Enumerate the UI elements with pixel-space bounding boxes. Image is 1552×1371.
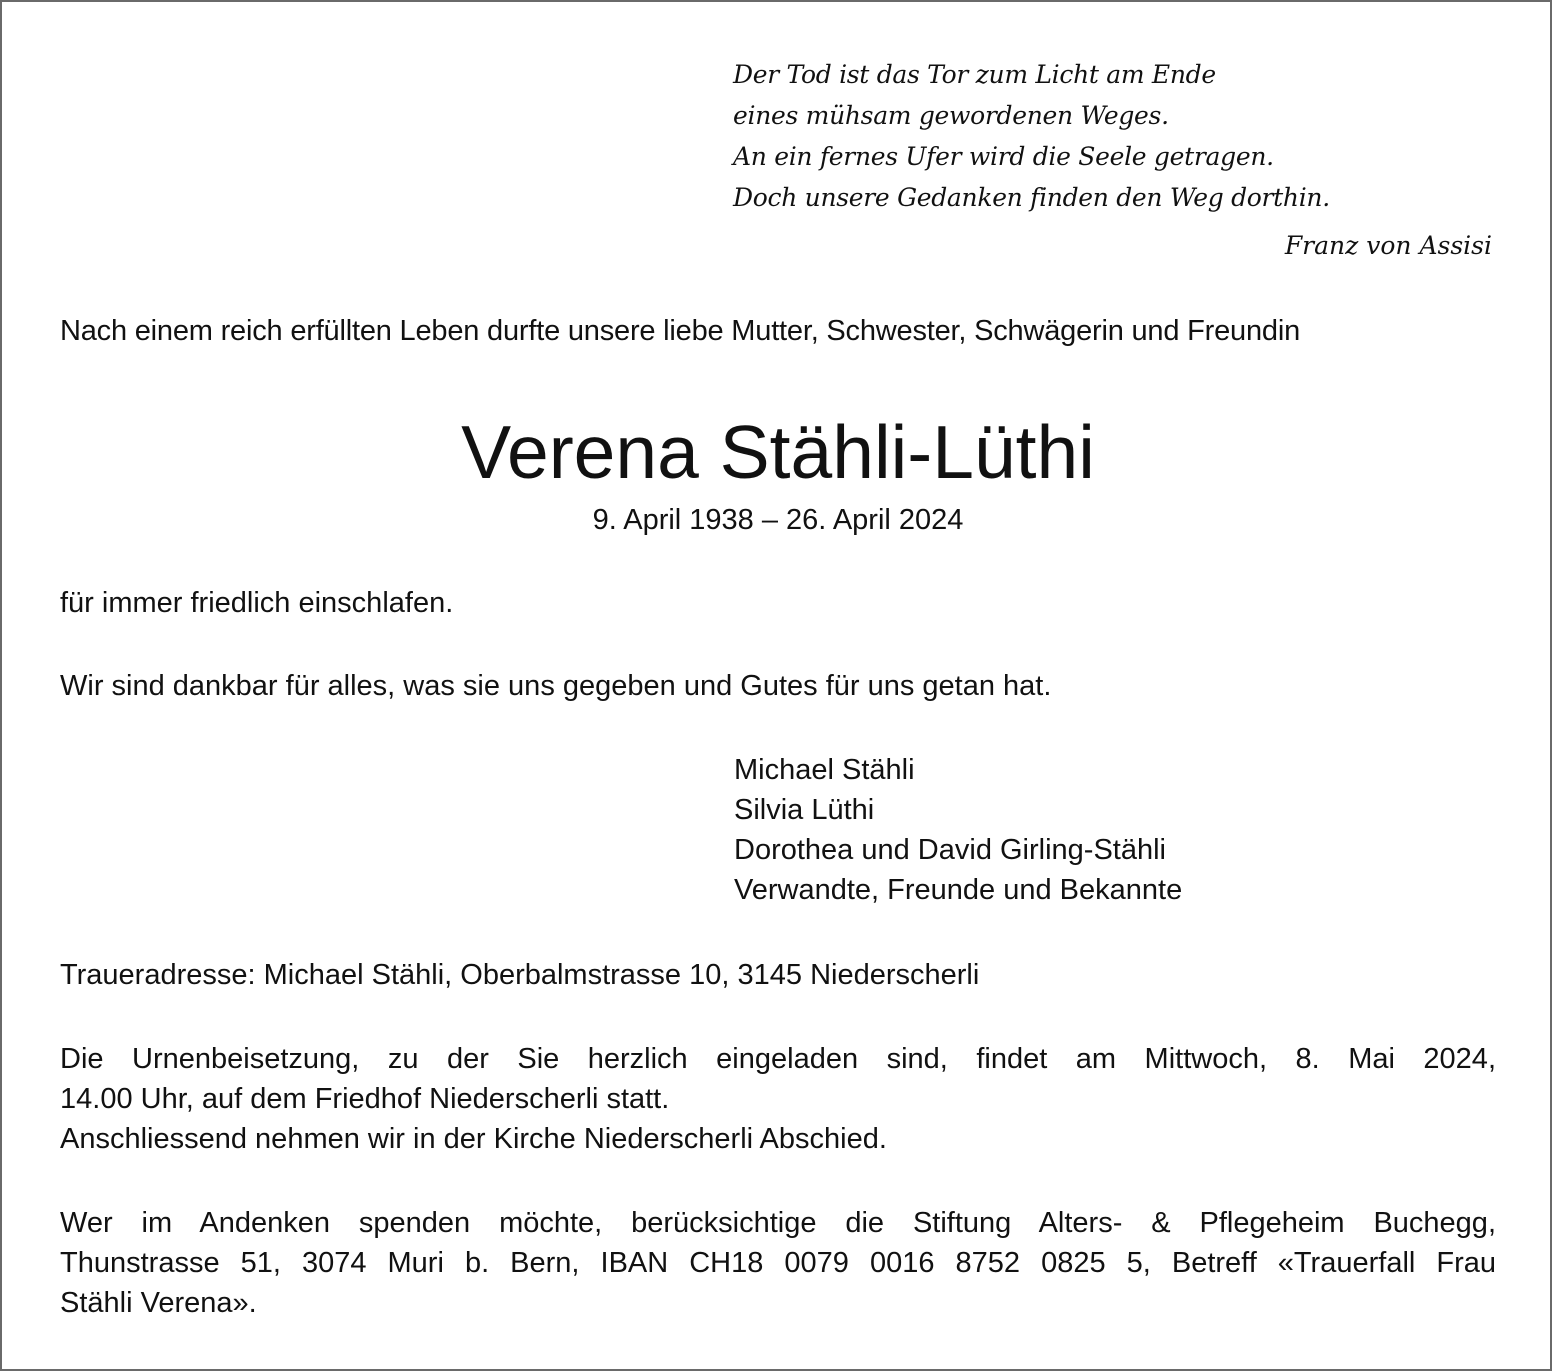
poem [733,54,1433,218]
gratitude-text [60,666,1496,706]
poem-line: An ein fernes Ufer wird die Seele getragen. [733,142,1274,171]
closing-text [60,583,1496,623]
ceremony-line: Anschliessend nehmen wir in der Kirche Niederscherli Abschied. [60,1123,887,1155]
mourning-address [60,955,1496,995]
donation-line: Thunstrasse 51, 3074 Muri b. Bern, IBAN CH18 0079 0016 8752 0825 5, Betreff «Trauerfall Frau [60,1247,1496,1279]
mourner-name: Michael Stähli [734,754,915,786]
deceased-name: Verena Stähli-Lüthi [461,410,1095,494]
donation-line: Stähli Verena». [60,1287,257,1319]
intro-text: Nach einem reich erfüllten Leben durfte unsere liebe Mutter, Schwester, Schwägerin und Freundin [60,315,1300,347]
mourner-name: Verwandte, Freunde und Bekannte [734,874,1183,906]
life-dates: 9. April 1938 – 26. April 2024 [592,504,964,536]
ceremony-notice [60,1039,1496,1159]
address-line: Traueradresse: Michael Stähli, Oberbalmstrasse 10, 3145 Niederscherli [60,959,980,991]
ceremony-line: Die Urnenbeisetzung, zu der Sie herzlich eingeladen sind, findet am Mittwoch, 8. Mai 2024, [60,1043,1496,1075]
poem-line: eines mühsam gewordenen Weges. [733,101,1169,130]
mourner-name: Silvia Lüthi [734,794,875,826]
ceremony-line: 14.00 Uhr, auf dem Friedhof Niederscherli statt. [60,1083,670,1115]
gratitude-line: Wir sind dankbar für alles, was sie uns gegeben und Gutes für uns getan hat. [60,670,1052,702]
mourner-name: Dorothea und David Girling-Stähli [734,834,1166,866]
donation-line: Wer im Andenken spenden möchte, berücksichtige die Stiftung Alters- & Pflegeheim Buchegg, [60,1207,1496,1239]
poem-line: Doch unsere Gedanken finden den Weg dorthin. [733,183,1330,212]
poem-author: Franz von Assisi [1284,231,1492,260]
mourners-list [734,750,1182,910]
closing-line: für immer friedlich einschlafen. [60,587,454,619]
poem-line: Der Tod ist das Tor zum Licht am Ende [733,60,1216,89]
donation-notice [60,1203,1496,1323]
